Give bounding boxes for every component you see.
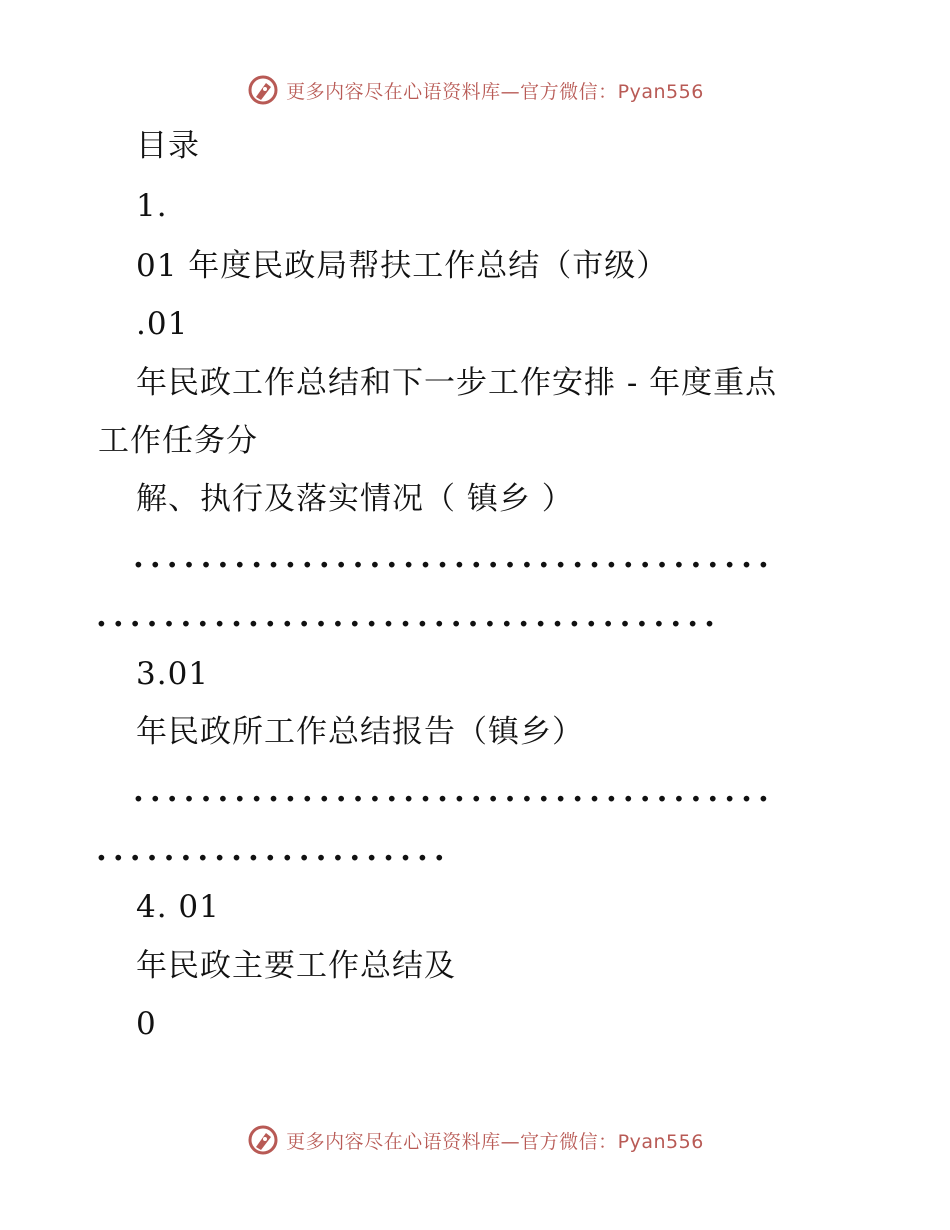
pen-nib-logo-icon (246, 73, 280, 107)
toc-line: 1. (136, 188, 168, 224)
toc-line: 0 (136, 1006, 157, 1042)
toc-line: 4. 01 (136, 889, 220, 925)
watermark-text: 更多内容尽在心语资料库—官方微信：Pyan556 (286, 80, 704, 103)
pen-nib-logo-icon (246, 1123, 280, 1157)
toc-line: .01 (136, 306, 189, 342)
watermark-text: 更多内容尽在心语资料库—官方微信：Pyan556 (286, 1130, 704, 1153)
toc-line: 年民政主要工作总结及 (136, 948, 456, 984)
toc-leader-dots: ..................... (96, 832, 451, 868)
header-watermark (0, 70, 950, 110)
toc-line: 3.01 (136, 656, 210, 692)
toc-line: 工作任务分 (98, 423, 258, 459)
toc-leader-dots: ...................................... (133, 539, 775, 575)
toc-leader-dots: ..................................... (96, 598, 722, 634)
toc-line: 年民政工作总结和下一步工作安排 - 年度重点 (136, 365, 778, 401)
toc-line: 年民政所工作总结报告（镇乡） (136, 714, 584, 750)
footer-watermark (0, 1120, 950, 1160)
toc-line: 解、执行及落实情况（ 镇乡 ） (136, 481, 574, 517)
toc-line: 01 年度民政局帮扶工作总结（市级） (136, 248, 669, 284)
toc-heading: 目录 (136, 128, 200, 164)
toc-leader-dots: ...................................... (133, 773, 775, 809)
